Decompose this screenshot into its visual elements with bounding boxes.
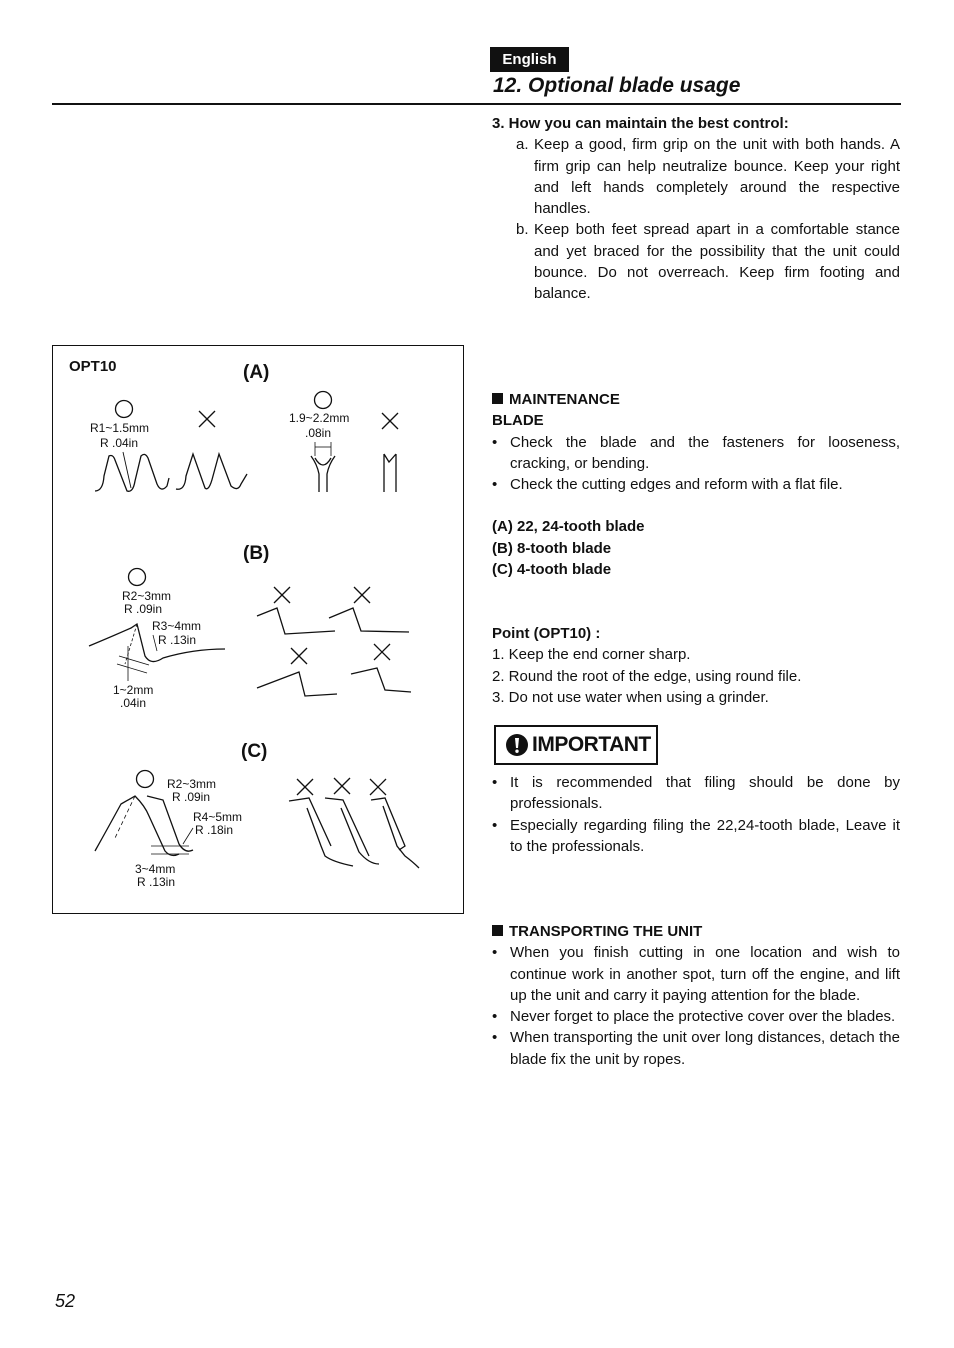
control-item-a [492, 134, 900, 219]
important-notice-box [494, 725, 658, 765]
list-item: • When transporting the unit over long distances, detach the blade fix the unit by ropes. [492, 1029, 900, 1068]
panel-c-r3-in: R .13in [137, 875, 176, 889]
bad-tooth-profile [257, 672, 337, 696]
transport-section [492, 921, 900, 1070]
blade-subheading: BLADE [492, 412, 544, 430]
panel-c-label: (C) [241, 741, 268, 762]
bad-tooth-profile [351, 668, 411, 692]
point-item: 2. Round the root of the edge, using round file. [492, 667, 802, 685]
bad-tooth-profile [325, 798, 379, 864]
bad-tooth-profile [289, 798, 353, 866]
control-item-a-marker: a. [516, 136, 529, 154]
bad-tooth-edge [384, 454, 396, 492]
good-tooth-profile [147, 796, 193, 851]
panel-b-r1-mm: R2~3mm [122, 589, 172, 603]
incorrect-cross-icon [370, 779, 386, 795]
blade-type-a: (A) 22, 24-tooth blade [492, 518, 645, 536]
panel-a-label: (A) [243, 362, 270, 383]
point-item: 1. Keep the end corner sharp. [492, 646, 691, 664]
point-section [492, 623, 900, 708]
control-item-b [492, 219, 900, 304]
maintenance-heading: MAINTENANCE [492, 389, 900, 410]
transport-heading: TRANSPORTING THE UNIT [492, 921, 900, 942]
list-item: • Check the cutting edges and reform with a flat file. [492, 476, 843, 494]
list-item: • Check the blade and the fasteners for looseness, cracking, or bending. [492, 433, 900, 472]
control-item-b-text: Keep both feet spread apart in a comfortable stance and yet braced for the possibility that the unit could bounce. Do not overreach. Keep firm footing and balance. [534, 221, 900, 303]
blade-type-c: (C) 4-tooth blade [492, 561, 612, 579]
good-tooth-edge [311, 456, 335, 492]
bad-tooth-profile [257, 608, 335, 634]
panel-b-depth-mm: 1~2mm [113, 683, 154, 697]
important-bullets [492, 772, 900, 857]
panel-c-r1-mm: R2~3mm [167, 777, 217, 791]
list-item: • Especially regarding filing the 22,24-tooth blade, Leave it to the professionals. [492, 816, 900, 855]
correct-circle-icon [116, 401, 133, 418]
point-item: 3. Do not use water when using a grinder. [492, 688, 769, 706]
correct-circle-icon [315, 392, 332, 409]
good-tooth-profile [95, 454, 169, 491]
square-bullet-icon [492, 925, 503, 936]
control-item-a-text: Keep a good, firm grip on the unit with both hands. A firm grip can help neutralize bounce. Keep your right and left hands completely around the respective handles. [534, 136, 900, 218]
panel-b-depth-in: .04in [120, 696, 147, 710]
panel-b-r1-in: R .09in [124, 602, 163, 616]
control-item-b-marker: b. [516, 221, 529, 239]
panel-a-width-in: .08in [305, 426, 332, 440]
panel-c-r2-mm: R4~5mm [193, 810, 243, 824]
panel-c-r3-mm: 3~4mm [135, 862, 176, 876]
point-heading: Point (OPT10) : [492, 625, 601, 642]
exclamation-icon [506, 734, 528, 756]
incorrect-cross-icon [374, 644, 390, 660]
blade-filing-figure [52, 345, 464, 914]
list-item: • It is recommended that filing should be done by professionals. [492, 774, 900, 813]
incorrect-cross-icon [274, 587, 290, 603]
section-title: 12. Optional blade usage [493, 74, 741, 97]
list-item: • When you finish cutting in one location and wish to continue work in another spot, turn off the engine, and lift up the unit and carry it paying attention for the blade. [492, 944, 900, 1004]
header-divider [52, 103, 901, 105]
incorrect-cross-icon [291, 648, 307, 664]
important-label: IMPORTANT [532, 733, 651, 756]
maintenance-section [492, 389, 900, 580]
panel-b-label: (B) [243, 543, 270, 564]
control-heading: 3. How you can maintain the best control: [492, 115, 789, 132]
good-tooth-profile [95, 796, 179, 855]
blade-type-b: (B) 8-tooth blade [492, 539, 612, 557]
incorrect-cross-icon [334, 778, 350, 794]
panel-a-radius-mm: R1~1.5mm [90, 421, 150, 435]
list-item: • Never forget to place the protective cover over the blades. [492, 1008, 896, 1026]
incorrect-cross-icon [199, 411, 215, 427]
control-section [492, 113, 900, 305]
panel-b-r2-mm: R3~4mm [152, 619, 202, 633]
page-number: 52 [55, 1291, 76, 1311]
incorrect-cross-icon [354, 587, 370, 603]
bad-tooth-profile [371, 798, 419, 868]
bad-tooth-profile [176, 454, 247, 489]
incorrect-cross-icon [382, 413, 398, 429]
panel-c-r1-in: R .09in [172, 790, 211, 804]
correct-circle-icon [137, 771, 154, 788]
square-bullet-icon [492, 393, 503, 404]
panel-a-radius-in: R .04in [100, 436, 139, 450]
panel-c-r2-in: R .18in [195, 823, 234, 837]
bad-tooth-profile [329, 608, 409, 632]
panel-a-width-mm: 1.9~2.2mm [289, 411, 350, 425]
panel-b-r2-in: R .13in [158, 633, 197, 647]
figure-code: OPT10 [69, 358, 117, 375]
language-tag: English [490, 47, 569, 72]
incorrect-cross-icon [297, 779, 313, 795]
correct-circle-icon [129, 569, 146, 586]
